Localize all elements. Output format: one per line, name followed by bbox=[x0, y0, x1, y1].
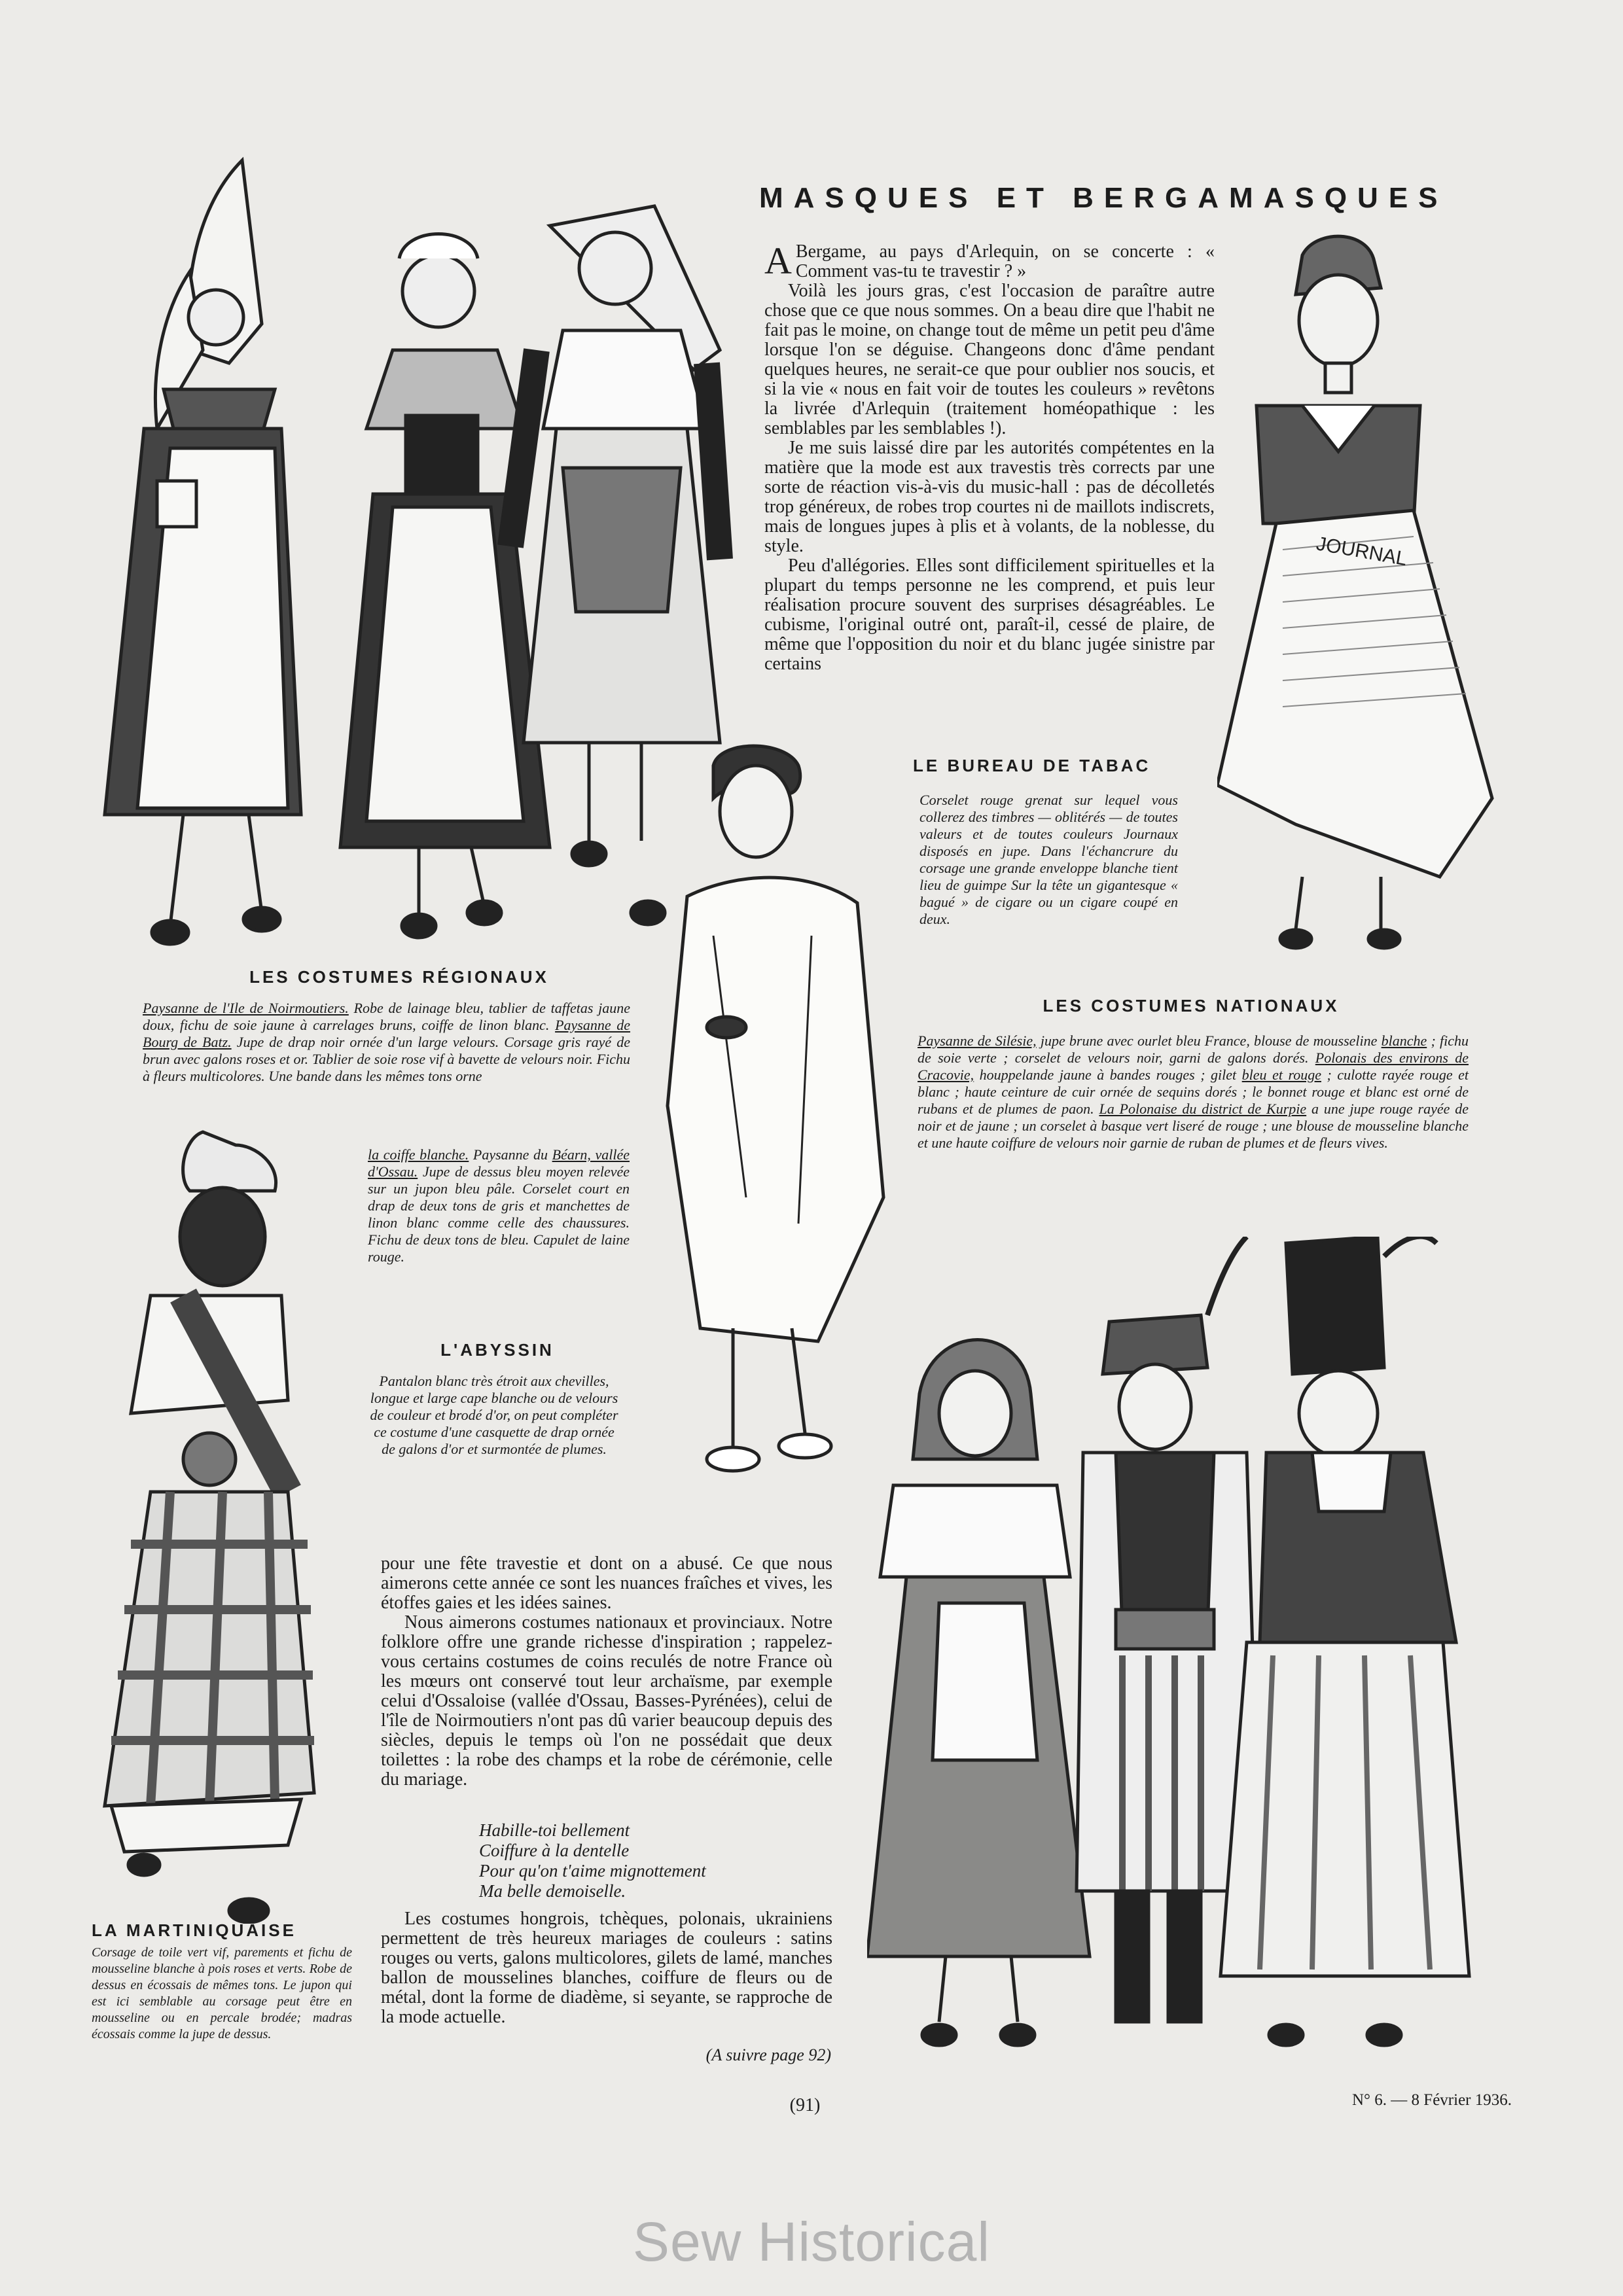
watermark: Sew Historical bbox=[632, 2211, 991, 2272]
caption-title-costumes-nationaux: LES COSTUMES NATIONAUX bbox=[1043, 996, 1340, 1016]
article-paragraph-1: A Bergame, au pays d'Arlequin, on se concerte : « Comment vas-tu te travestir ? » bbox=[764, 239, 1215, 282]
poem bbox=[479, 1820, 806, 1901]
illustration-national-costumes bbox=[867, 1237, 1476, 2061]
poem-line-3: Pour qu'on t'aime mignottement bbox=[479, 1861, 706, 1881]
caption-title-abyssin: L'ABYSSIN bbox=[440, 1340, 554, 1360]
poem-line-1: Habille-toi bellement bbox=[479, 1820, 630, 1840]
caption-text-costumes-regionaux-part2: la coiffe blanche. Paysanne du Béarn, vallée d'Ossau. Jupe de dessus bleu moyen relevée sur un jupon bleu pâle. Corselet court en drap de deux tons de gris et manchettes de linon blanc comme celle des chaussures. Fichu de deux tons de bleu. Capulet de laine rouge. bbox=[368, 1146, 630, 1265]
article-column-bottom-end bbox=[381, 1909, 832, 2027]
article-column-bottom bbox=[381, 1554, 832, 1790]
poem-line-4: Ma belle demoiselle. bbox=[479, 1881, 626, 1901]
caption-text-martiniquaise: Corsage de toile vert vif, parements et fichu de mousseline blanche à pois roses et verts. Robe de dessus en écossais de mêmes tons. Le jupon qui est ici semblable au corsage peut être en mousseline ou en percale brodée; madras écossais comme la jupe de dessus. bbox=[92, 1945, 352, 2041]
article-paragraph-7: Les costumes hongrois, tchèques, polonais, ukrainiens permettent de très heureux mariages de couleurs : satins rouges ou verts, galons multicolores, gilets de lamé, manches ballon de mousselines blanches, coiffure de fleurs ou de métal, dont la forme de diadème, si seyante, se rapproche de la mode actuelle. bbox=[381, 1909, 832, 2027]
article-paragraph-4: Peu d'allégories. Elles sont difficilement spirituelles et la plupart du temps personne ne les comprend, et puis leur réalisation procure souvent des surprises désagréables. Le cubisme, l'original outré ont, paraît-il, cessé de plaire, de même que l'opposition du noir et du blanc jugée sinistre par certains bbox=[764, 556, 1215, 674]
caption-title-costumes-regionaux: LES COSTUMES RÉGIONAUX bbox=[249, 967, 549, 987]
caption-text-bureau-de-tabac: Corselet rouge grenat sur lequel vous collerez des timbres — oblitérés — de toutes valeurs et de toutes couleurs Journaux disposés en jupe. Dans l'échancrure du corsage une grande enveloppe blanche tient lieu de guimpe Sur la tête un gigantesque « bagué » de cigare ou un cigare coupé en deux. bbox=[919, 792, 1178, 927]
article-paragraph-6: Nous aimerons costumes nationaux et provinciaux. Notre folklore offre une grande richesse d'inspiration ; rappelez-vous certains costumes de coins reculés de notre France où les mœurs ont conservé tout leur archaïsme, par exemple celui d'Ossaloise (vallée d'Ossau, Basses-Pyrénées), celui de l'île de Noirmoutiers n'ont pas dû varier beaucoup depuis des siècles, depuis le temps où l'on ne possédait que deux toilettes : la robe des champs et la robe de cérémonie, celle du mariage. bbox=[381, 1612, 832, 1790]
caption-text-costumes-nationaux: Paysanne de Silésie, jupe brune avec ourlet bleu France, blouse de mousseline blanche ; fichu de soie verte ; corselet de velours noir, garni de galons dorés. Polonais des environs de Cracovie, houppelande jaune à bandes rouges ; gilet bleu et rouge ; culotte rayée rouge et blanc ; haute ceinture de cuir ornée de sequins dorés ; le bonnet rouge et blanc est orné de rubans et de plumes de paon. La Polonaise du district de Kurpie a une jupe rouge rayée de noir et de jaune ; un corselet à basque vert liseré de rouge ; une blouse de mousseline blanche et une haute coiffure de velours noir garnie de ruban de plumes et de fleurs vives. bbox=[918, 1033, 1469, 1151]
article-column-top bbox=[764, 239, 1215, 674]
illustration-regional-costumes bbox=[65, 154, 736, 952]
issue-date: N° 6. — 8 Février 1936. bbox=[1352, 2091, 1512, 2109]
continued-note: (A suivre page 92) bbox=[705, 2045, 831, 2064]
caption-title-bureau-de-tabac: LE BUREAU DE TABAC bbox=[913, 756, 1151, 775]
illustration-bureau-de-tabac bbox=[1217, 222, 1505, 955]
drop-cap: A bbox=[764, 239, 792, 282]
caption-title-martiniquaise: LA MARTINIQUAISE bbox=[92, 1920, 296, 1940]
page-number: (91) bbox=[789, 2095, 821, 2115]
article-title: MASQUES ET BERGAMASQUES bbox=[759, 182, 1448, 214]
illustration-martiniquaise bbox=[92, 1125, 347, 1924]
journal-label: JOURNAL bbox=[1314, 533, 1409, 571]
article-paragraph-3: Je me suis laissé dire par les autorités compétentes en la matière que la mode est aux travestis très corrects par une sorte de réaction vis-à-vis du music-hall : pas de décolletés trop généreux, de robes trop courtes ni de maillots indiscrets, mais de longues jupes à plis et à volants, de la noblesse, du style. bbox=[764, 438, 1215, 556]
poem-line-2: Coiffure à la dentelle bbox=[479, 1841, 630, 1860]
caption-text-costumes-regionaux-part1: Paysanne de l'Ile de Noirmoutiers. Robe de lainage bleu, tablier de taffetas jaune doux, fichu de soie jaune à carrelages bruns, coiffe de linon blanc. Paysanne de Bourg de Batz. Jupe de drap noir ornée d'un large velours. Corsage gris rayé de brun avec galons roses et or. Tablier de soie rose vif à bavette de velours noir. Fichu à fleurs multicolores. Une bande dans les mêmes tons orne bbox=[143, 1000, 631, 1084]
caption-text-abyssin: Pantalon blanc très étroit aux chevilles, longue et large cape blanche ou de velours de couleur et brodé d'or, on peut compléter ce costume d'une casquette de drap ornée de galons d'or et surmontée de plumes. bbox=[370, 1373, 618, 1457]
article-paragraph-2: Voilà les jours gras, c'est l'occasion de paraître autre chose que ce que nous sommes. On a beau dire que l'habit ne fait pas le moine, on change tout de même un petit peu d'âme lorsque l'on se déguise. Changeons donc d'âme pendant quelques heures, ne serait-ce que pour oublier nos soucis, et si la vie « nous en fait voir de toutes les couleurs » revêtons la livrée d'Arlequin (traitement homéopathique : les semblables par les semblables !). bbox=[764, 281, 1215, 438]
article-paragraph-5: pour une fête travestie et dont on a abusé. Ce que nous aimerons cette année ce sont les nuances fraîches et vives, les étoffes gaies et les idées saines. bbox=[381, 1553, 832, 1613]
